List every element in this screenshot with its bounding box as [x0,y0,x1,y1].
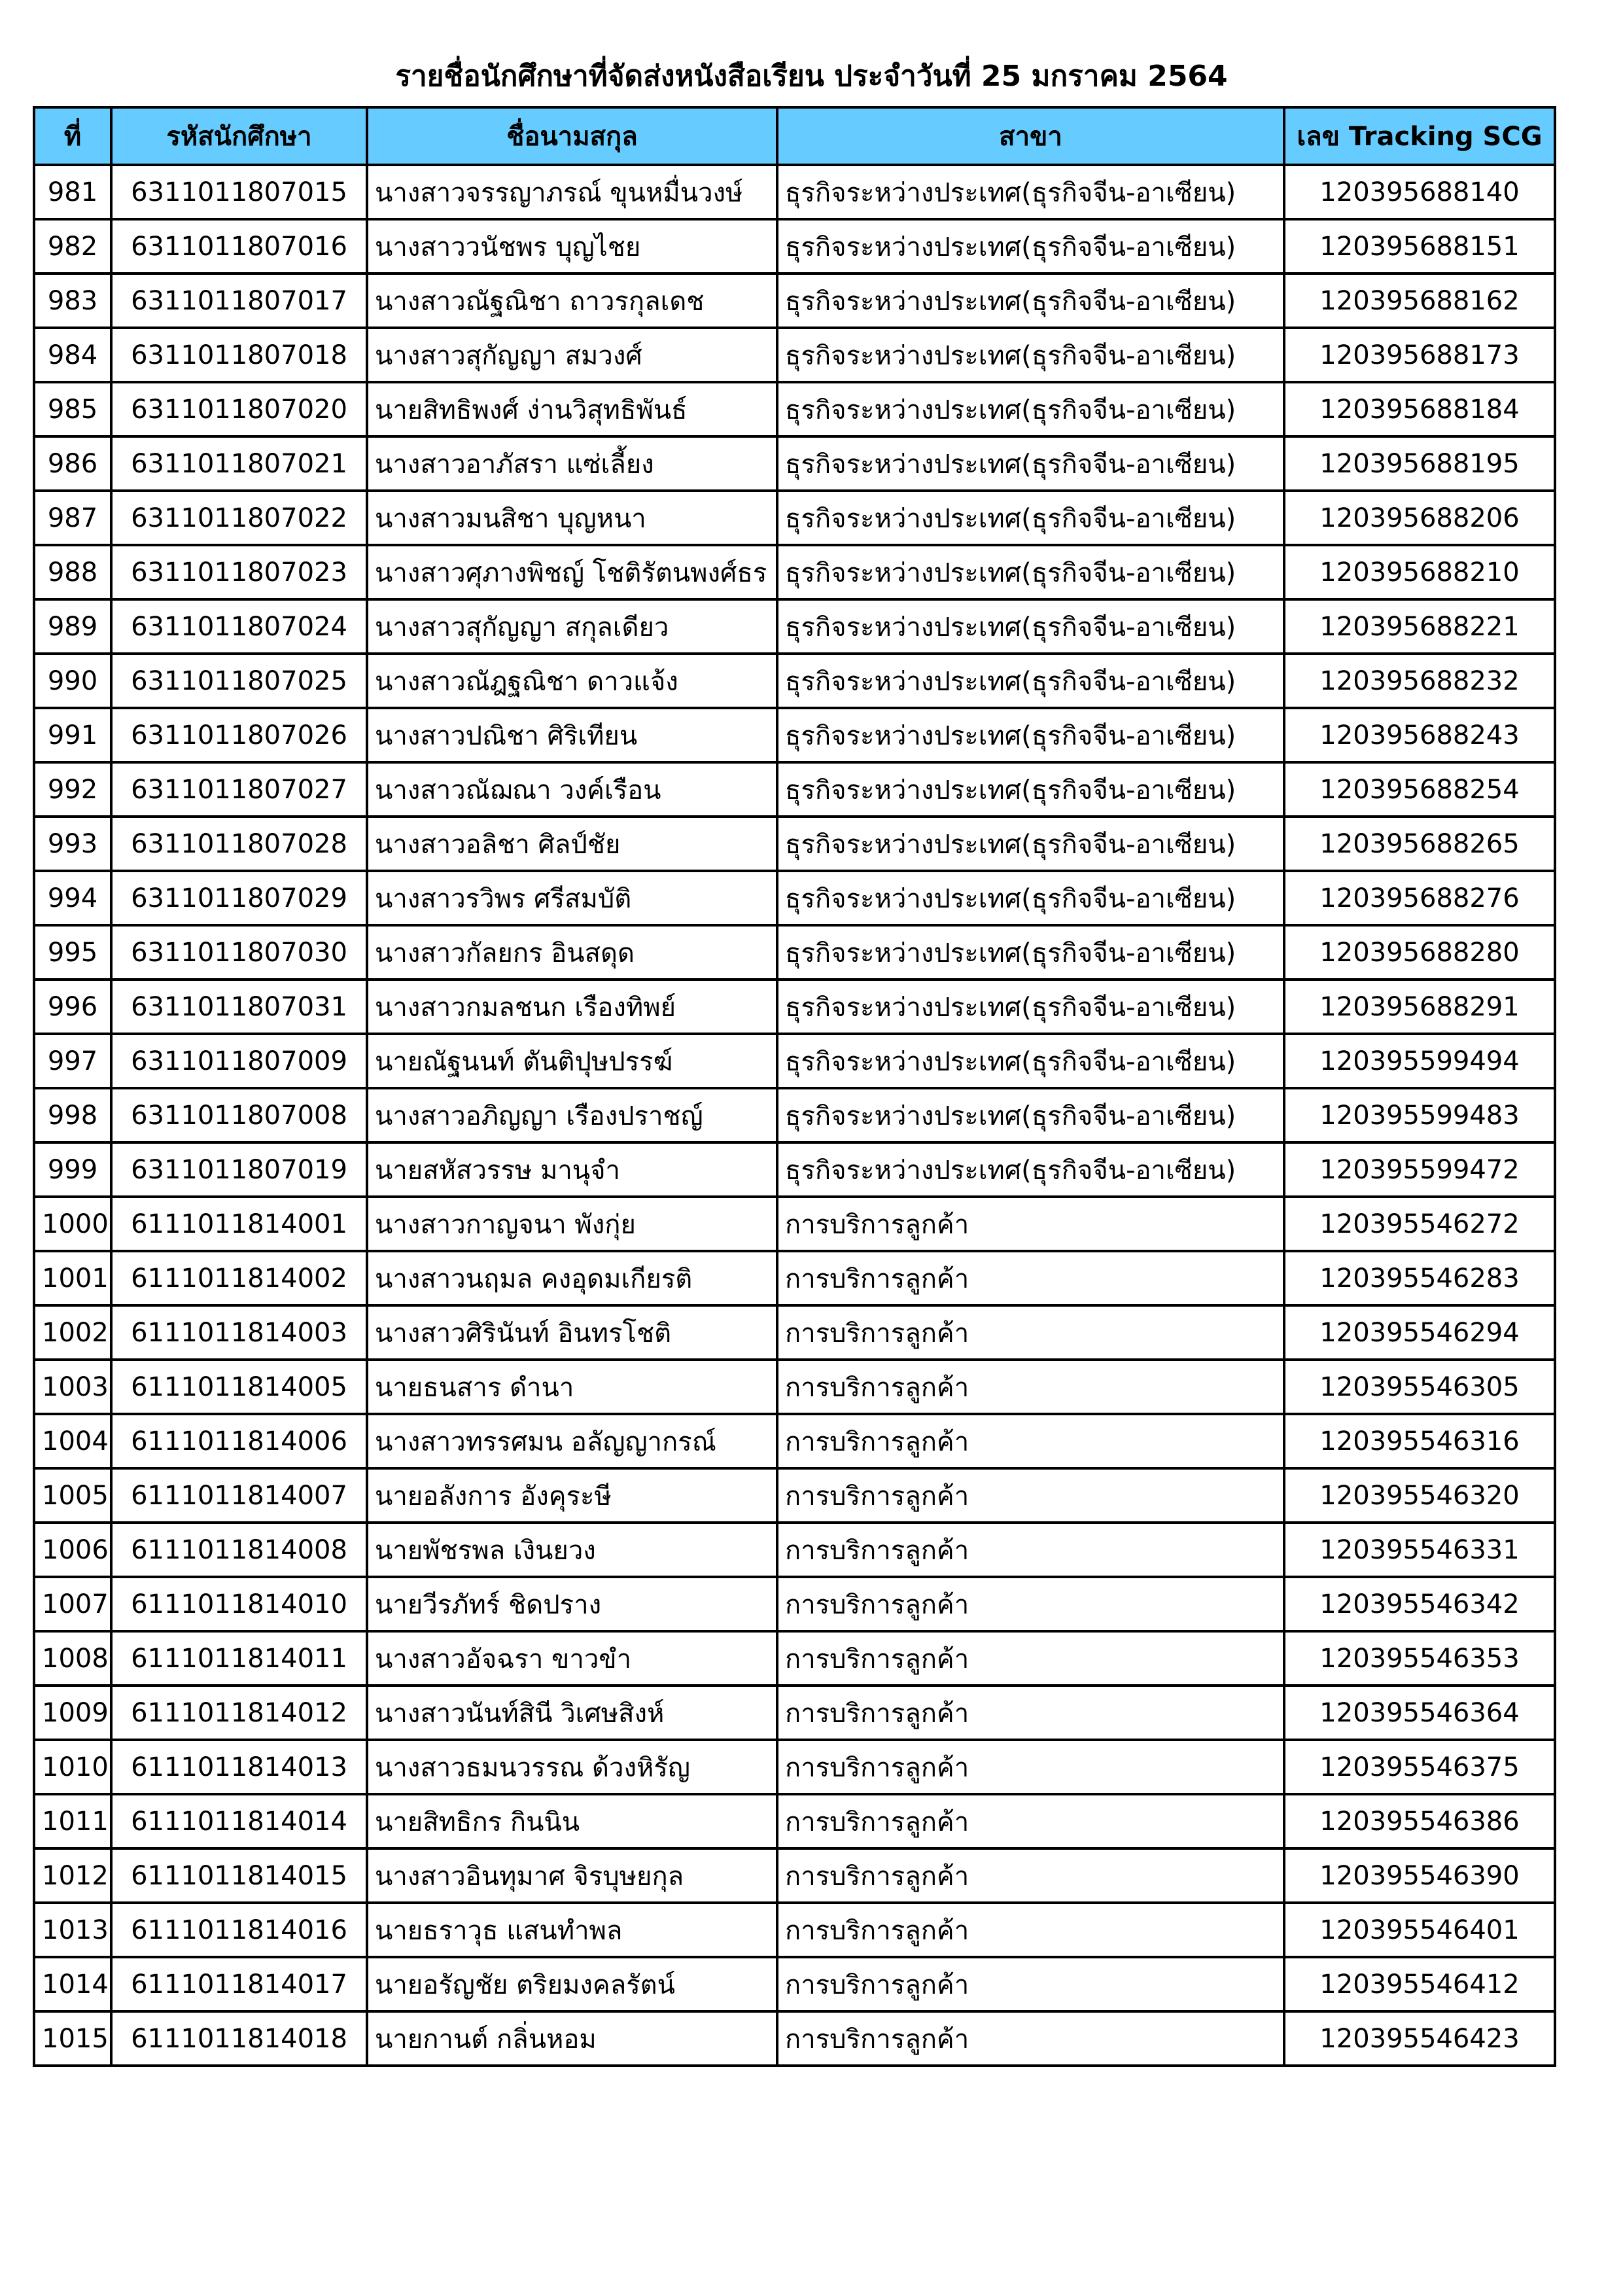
major-cell: ธุรกิจระหว่างประเทศ(ธุรกิจจีน-อาเซียน) [777,599,1284,654]
tracking-number-cell: 120395546305 [1284,1360,1555,1414]
major-cell: การบริการลูกค้า [777,1251,1284,1305]
student-name-cell: นางสาวปณิชา ศิริเทียน [367,708,777,762]
tracking-number-cell: 120395688195 [1284,436,1555,491]
student-id-cell: 6311011807019 [111,1142,367,1197]
table-row [34,1251,1555,1305]
tracking-number-cell: 120395688210 [1284,545,1555,599]
table-row [34,1142,1555,1197]
tracking-number-cell: 120395546353 [1284,1631,1555,1686]
row-number: 997 [34,1034,111,1088]
student-name-cell: นางสาวณัฐณิชา ถาวรกุลเดช [367,274,777,328]
row-number: 1007 [34,1577,111,1631]
major-cell: การบริการลูกค้า [777,1523,1284,1577]
major-cell: ธุรกิจระหว่างประเทศ(ธุรกิจจีน-อาเซียน) [777,980,1284,1034]
student-name-cell: นางสาวนฤมล คงอุดมเกียรติ [367,1251,777,1305]
tracking-number-cell: 120395688162 [1284,274,1555,328]
table-row [34,817,1555,871]
tracking-number-cell: 120395546401 [1284,1903,1555,1957]
row-number: 1008 [34,1631,111,1686]
student-name-cell: นายธราวุธ แสนทำพล [367,1903,777,1957]
table-row [34,1740,1555,1794]
row-number: 992 [34,762,111,817]
student-id-cell: 6111011814010 [111,1577,367,1631]
student-id-cell: 6111011814014 [111,1794,367,1848]
student-id-cell: 6311011807028 [111,817,367,871]
row-number: 1010 [34,1740,111,1794]
row-number: 985 [34,382,111,436]
major-cell: ธุรกิจระหว่างประเทศ(ธุรกิจจีน-อาเซียน) [777,1088,1284,1142]
student-name-cell: นางสาวอัจฉรา ขาวขำ [367,1631,777,1686]
tracking-number-cell: 120395688206 [1284,491,1555,545]
table-row [34,1957,1555,2011]
tracking-number-cell: 120395546320 [1284,1468,1555,1523]
tracking-number-cell: 120395546283 [1284,1251,1555,1305]
header-name: ชื่อนามสกุล [367,107,777,165]
table-header-row [34,107,1555,165]
student-name-cell: นางสาวศิรินันท์ อินทรโชติ [367,1305,777,1360]
tracking-number-cell: 120395688280 [1284,925,1555,980]
tracking-number-cell: 120395546294 [1284,1305,1555,1360]
student-name-cell: นายพัชรพล เงินยวง [367,1523,777,1577]
row-number: 1009 [34,1686,111,1740]
student-id-cell: 6311011807009 [111,1034,367,1088]
major-cell: ธุรกิจระหว่างประเทศ(ธุรกิจจีน-อาเซียน) [777,925,1284,980]
table-row [34,491,1555,545]
row-number: 982 [34,219,111,274]
student-name-cell: นายอรัญชัย ตริยมงคลรัตน์ [367,1957,777,2011]
tracking-number-cell: 120395546316 [1284,1414,1555,1468]
student-id-cell: 6111011814012 [111,1686,367,1740]
table-row [34,762,1555,817]
student-name-cell: นางสาวอาภัสรา แซ่เลี้ยง [367,436,777,491]
student-id-cell: 6311011807024 [111,599,367,654]
tracking-number-cell: 120395546412 [1284,1957,1555,2011]
major-cell: ธุรกิจระหว่างประเทศ(ธุรกิจจีน-อาเซียน) [777,1034,1284,1088]
student-name-cell: นายสิทธิพงศ์ ง่านวิสุทธิพันธ์ [367,382,777,436]
table-row [34,165,1555,219]
major-cell: การบริการลูกค้า [777,1577,1284,1631]
student-id-cell: 6311011807031 [111,980,367,1034]
major-cell: การบริการลูกค้า [777,1631,1284,1686]
row-number: 988 [34,545,111,599]
student-id-cell: 6111011814001 [111,1197,367,1251]
student-name-cell: นางสาวกัลยกร อินสดุด [367,925,777,980]
table-row [34,1414,1555,1468]
tracking-number-cell: 120395599472 [1284,1142,1555,1197]
student-id-cell: 6111011814005 [111,1360,367,1414]
student-id-cell: 6111011814018 [111,2011,367,2066]
major-cell: ธุรกิจระหว่างประเทศ(ธุรกิจจีน-อาเซียน) [777,382,1284,436]
student-name-cell: นางสาวศุภางพิชญ์ โชติรัตนพงศ์ธร [367,545,777,599]
student-name-cell: นางสาวอลิชา ศิลป์ชัย [367,817,777,871]
major-cell: การบริการลูกค้า [777,1360,1284,1414]
table-row [34,1088,1555,1142]
header-tracking: เลข Tracking SCG [1284,107,1555,165]
student-name-cell: นายกานต์ กลิ่นหอม [367,2011,777,2066]
tracking-number-cell: 120395546331 [1284,1523,1555,1577]
row-number: 1002 [34,1305,111,1360]
header-no: ที่ [34,107,111,165]
tracking-number-cell: 120395546386 [1284,1794,1555,1848]
major-cell: การบริการลูกค้า [777,1197,1284,1251]
major-cell: ธุรกิจระหว่างประเทศ(ธุรกิจจีน-อาเซียน) [777,708,1284,762]
row-number: 1011 [34,1794,111,1848]
tracking-number-cell: 120395546375 [1284,1740,1555,1794]
table-row [34,382,1555,436]
major-cell: ธุรกิจระหว่างประเทศ(ธุรกิจจีน-อาเซียน) [777,871,1284,925]
table-row [34,1686,1555,1740]
student-name-cell: นางสาวธมนวรรณ ด้วงหิรัญ [367,1740,777,1794]
table-row [34,1305,1555,1360]
tracking-number-cell: 120395546364 [1284,1686,1555,1740]
major-cell: ธุรกิจระหว่างประเทศ(ธุรกิจจีน-อาเซียน) [777,762,1284,817]
student-name-cell: นางสาวสุกัญญา สกุลเดียว [367,599,777,654]
header-student-id: รหัสนักศึกษา [111,107,367,165]
tracking-number-cell: 120395599483 [1284,1088,1555,1142]
major-cell: การบริการลูกค้า [777,1848,1284,1903]
header-major: สาขา [777,107,1284,165]
table-row [34,1903,1555,1957]
student-name-cell: นางสาวสุกัญญา สมวงศ์ [367,328,777,382]
student-name-cell: นางสาวจรรญาภรณ์ ขุนหมื่นวงษ์ [367,165,777,219]
table-row [34,599,1555,654]
row-number: 1001 [34,1251,111,1305]
tracking-number-cell: 120395599494 [1284,1034,1555,1088]
student-id-cell: 6111011814002 [111,1251,367,1305]
tracking-number-cell: 120395546342 [1284,1577,1555,1631]
major-cell: การบริการลูกค้า [777,1957,1284,2011]
table-body [34,165,1555,2066]
row-number: 1003 [34,1360,111,1414]
major-cell: การบริการลูกค้า [777,1794,1284,1848]
row-number: 991 [34,708,111,762]
row-number: 1006 [34,1523,111,1577]
student-id-cell: 6111011814003 [111,1305,367,1360]
table-row [34,274,1555,328]
row-number: 993 [34,817,111,871]
table-row [34,1197,1555,1251]
table-row [34,436,1555,491]
student-id-cell: 6311011807030 [111,925,367,980]
row-number: 999 [34,1142,111,1197]
student-id-cell: 6111011814016 [111,1903,367,1957]
row-number: 986 [34,436,111,491]
tracking-number-cell: 120395546423 [1284,2011,1555,2066]
major-cell: ธุรกิจระหว่างประเทศ(ธุรกิจจีน-อาเซียน) [777,654,1284,708]
table-row [34,2011,1555,2066]
table-row [34,1794,1555,1848]
student-id-cell: 6111011814015 [111,1848,367,1903]
major-cell: การบริการลูกค้า [777,1903,1284,1957]
student-name-cell: นางสาวกาญจนา พังกุ่ย [367,1197,777,1251]
row-number: 984 [34,328,111,382]
student-id-cell: 6111011814017 [111,1957,367,2011]
student-name-cell: นางสาวรวิพร ศรีสมบัติ [367,871,777,925]
tracking-number-cell: 120395688276 [1284,871,1555,925]
student-id-cell: 6311011807021 [111,436,367,491]
student-id-cell: 6311011807022 [111,491,367,545]
tracking-number-cell: 120395688221 [1284,599,1555,654]
student-name-cell: นางสาวนันท์สินี วิเศษสิงห์ [367,1686,777,1740]
tracking-number-cell: 120395546390 [1284,1848,1555,1903]
major-cell: การบริการลูกค้า [777,1468,1284,1523]
row-number: 990 [34,654,111,708]
student-name-cell: นางสาวอภิญญา เรืองปราชญ์ [367,1088,777,1142]
student-name-cell: นางสาวอินทุมาศ จิรบุษยกุล [367,1848,777,1903]
shipment-table [33,106,1556,2067]
tracking-number-cell: 120395688184 [1284,382,1555,436]
student-name-cell: นายสหัสวรรษ มานุจำ [367,1142,777,1197]
row-number: 1012 [34,1848,111,1903]
row-number: 981 [34,165,111,219]
student-name-cell: นายณัฐนนท์ ตันติปุษปรรฆ์ [367,1034,777,1088]
table-row [34,1034,1555,1088]
student-name-cell: นายอลังการ อังคุระษี [367,1468,777,1523]
major-cell: ธุรกิจระหว่างประเทศ(ธุรกิจจีน-อาเซียน) [777,817,1284,871]
major-cell: การบริการลูกค้า [777,1740,1284,1794]
student-id-cell: 6311011807018 [111,328,367,382]
row-number: 1015 [34,2011,111,2066]
major-cell: ธุรกิจระหว่างประเทศ(ธุรกิจจีน-อาเซียน) [777,274,1284,328]
student-name-cell: นางสาวณัฌณา วงค์เรือน [367,762,777,817]
tracking-number-cell: 120395688243 [1284,708,1555,762]
student-id-cell: 6311011807008 [111,1088,367,1142]
student-id-cell: 6311011807017 [111,274,367,328]
table-row [34,980,1555,1034]
tracking-number-cell: 120395546272 [1284,1197,1555,1251]
tracking-number-cell: 120395688291 [1284,980,1555,1034]
student-id-cell: 6311011807026 [111,708,367,762]
student-name-cell: นายธนสาร ดำนา [367,1360,777,1414]
tracking-number-cell: 120395688140 [1284,165,1555,219]
row-number: 989 [34,599,111,654]
row-number: 1005 [34,1468,111,1523]
row-number: 1013 [34,1903,111,1957]
row-number: 1004 [34,1414,111,1468]
table-row [34,708,1555,762]
student-name-cell: นางสาวมนสิชา บุญหนา [367,491,777,545]
row-number: 995 [34,925,111,980]
student-id-cell: 6311011807029 [111,871,367,925]
major-cell: ธุรกิจระหว่างประเทศ(ธุรกิจจีน-อาเซียน) [777,1142,1284,1197]
row-number: 983 [34,274,111,328]
major-cell: ธุรกิจระหว่างประเทศ(ธุรกิจจีน-อาเซียน) [777,328,1284,382]
row-number: 996 [34,980,111,1034]
student-id-cell: 6311011807020 [111,382,367,436]
row-number: 1000 [34,1197,111,1251]
row-number: 1014 [34,1957,111,2011]
table-row [34,545,1555,599]
student-id-cell: 6111011814008 [111,1523,367,1577]
student-id-cell: 6311011807016 [111,219,367,274]
student-id-cell: 6111011814011 [111,1631,367,1686]
tracking-number-cell: 120395688265 [1284,817,1555,871]
major-cell: การบริการลูกค้า [777,2011,1284,2066]
major-cell: การบริการลูกค้า [777,1414,1284,1468]
major-cell: การบริการลูกค้า [777,1305,1284,1360]
student-name-cell: นางสาวทรรศมน อลัญญากรณ์ [367,1414,777,1468]
table-row [34,654,1555,708]
student-id-cell: 6311011807025 [111,654,367,708]
student-name-cell: นางสาวกมลชนก เรืองทิพย์ [367,980,777,1034]
tracking-number-cell: 120395688254 [1284,762,1555,817]
table-row [34,1577,1555,1631]
page-title: รายชื่อนักศึกษาที่จัดส่งหนังสือเรียน ประจำวันที่ 25 มกราคม 2564 [395,60,1228,93]
major-cell: การบริการลูกค้า [777,1686,1284,1740]
tracking-number-cell: 120395688151 [1284,219,1555,274]
student-name-cell: นายวีรภัทร์ ชิดปราง [367,1577,777,1631]
student-id-cell: 6311011807015 [111,165,367,219]
student-id-cell: 6311011807027 [111,762,367,817]
student-name-cell: นางสาววนัชพร บุญไชย [367,219,777,274]
major-cell: ธุรกิจระหว่างประเทศ(ธุรกิจจีน-อาเซียน) [777,165,1284,219]
tracking-number-cell: 120395688232 [1284,654,1555,708]
student-id-cell: 6111011814006 [111,1414,367,1468]
major-cell: ธุรกิจระหว่างประเทศ(ธุรกิจจีน-อาเซียน) [777,436,1284,491]
table-row [34,1848,1555,1903]
student-name-cell: นางสาวณัฎฐณิชา ดาวแจ้ง [367,654,777,708]
table-row [34,1631,1555,1686]
table-row [34,1523,1555,1577]
table-row [34,1360,1555,1414]
major-cell: ธุรกิจระหว่างประเทศ(ธุรกิจจีน-อาเซียน) [777,219,1284,274]
table-row [34,925,1555,980]
student-id-cell: 6111011814013 [111,1740,367,1794]
student-name-cell: นายสิทธิกร กินนิน [367,1794,777,1848]
row-number: 998 [34,1088,111,1142]
table-row [34,219,1555,274]
row-number: 987 [34,491,111,545]
tracking-number-cell: 120395688173 [1284,328,1555,382]
table-row [34,328,1555,382]
major-cell: ธุรกิจระหว่างประเทศ(ธุรกิจจีน-อาเซียน) [777,545,1284,599]
student-id-cell: 6311011807023 [111,545,367,599]
table-row [34,1468,1555,1523]
major-cell: ธุรกิจระหว่างประเทศ(ธุรกิจจีน-อาเซียน) [777,491,1284,545]
student-id-cell: 6111011814007 [111,1468,367,1523]
row-number: 994 [34,871,111,925]
table-row [34,871,1555,925]
